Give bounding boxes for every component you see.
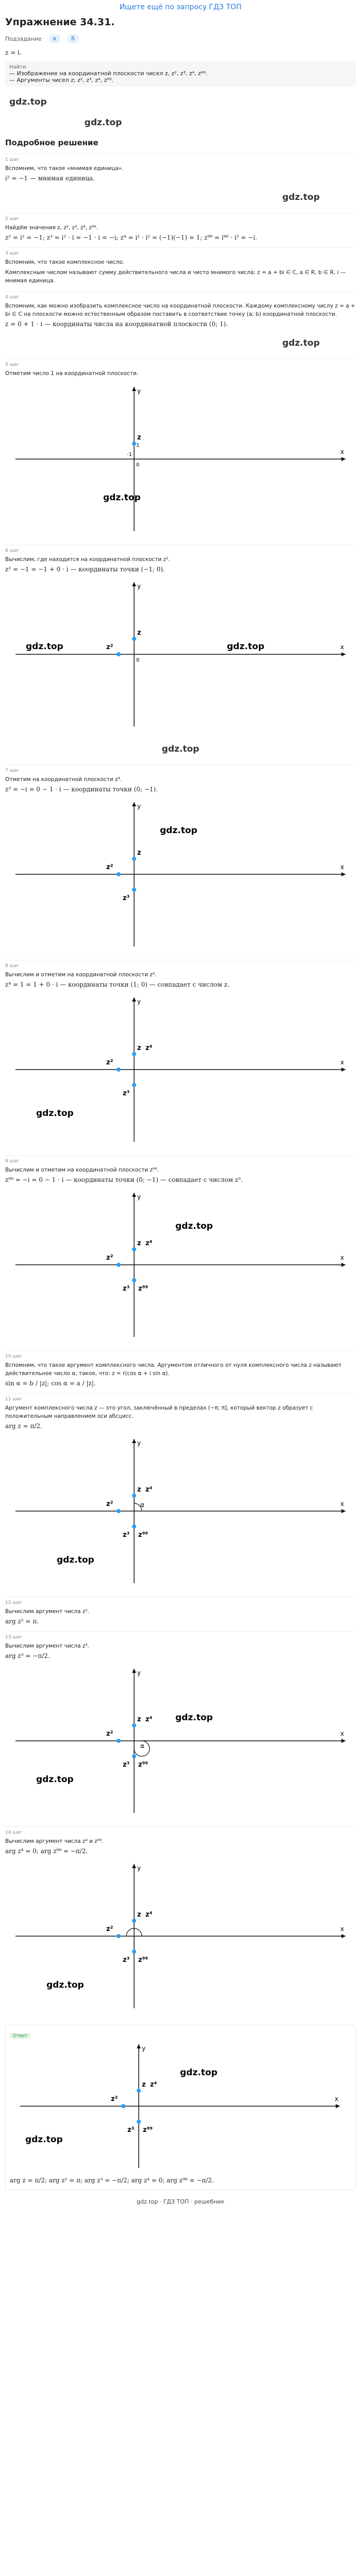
step-label: 10 шаг [5,1354,22,1359]
step-formula: arg z² = π. [5,1618,39,1625]
complex-plane-graph [5,797,356,954]
watermark: gdz.top [282,192,320,202]
point-z-label: z [137,1486,141,1494]
step-label: 6 шаг [5,548,20,553]
given-line: z = i. [5,49,22,56]
y-axis-arrow-icon [132,387,136,391]
point-z3-label: z³ [127,2126,135,2134]
y-label: y [137,387,141,395]
point-z [132,1247,136,1251]
point-z3-label: z³ [123,1090,130,1097]
step-text: Вспомним, что такое «мнимая единица». [5,165,124,172]
y-axis-arrow-icon [132,802,136,806]
step-label: 8 шаг [5,963,20,969]
answer-box [5,2025,356,2190]
answer-formula: arg z = π/2; arg z² = π; arg z³ = −π/2; arg z⁴ = 0; arg z⁹⁹ = −π/2. [10,2177,214,2184]
point-z2-label: z² [111,2095,118,2103]
point-z2 [117,872,121,876]
step-text: Вычислим и отметим на координатной плоскости z⁹⁹. [5,1167,159,1173]
subtask-selector [5,34,361,43]
point-z2-label: z² [106,643,113,651]
x-label: x [340,643,344,651]
step-formula: arg z⁴ = 0; arg z⁹⁹ = −π/2. [5,1848,88,1855]
step-formula: z⁴ = 1 = 1 + 0 · i — координаты точки (1; 0) — совпадает с числом z. [5,981,229,988]
x-label: x [340,1730,344,1737]
graph-svg [5,1859,356,2013]
step-9 [5,1155,356,1183]
x-label: x [340,863,344,871]
x-label: x [340,448,344,455]
step-8 [5,960,356,988]
task-box [5,61,356,87]
watermark: gdz.top [36,1108,74,1118]
complex-plane-graph [5,577,356,734]
watermark: gdz.top [175,1221,213,1231]
x-axis-arrow-icon [341,1739,346,1743]
y-axis-arrow-icon [132,1669,136,1673]
step-2 [5,213,356,241]
point-z-label: z [142,2081,146,2089]
top-search-link[interactable]: Ищете ещё по запросу ГДЗ ТОП [119,3,242,11]
point-z [132,1494,136,1498]
step-11 [5,1393,356,1430]
complex-plane-graph [5,1664,356,1820]
point-z3-label: z³ [123,1285,130,1293]
graph-svg [5,1434,356,1588]
point-z3-label: z³ [123,894,130,902]
step-6 [5,545,356,573]
point-z3 [132,888,136,892]
complex-plane-graph [5,382,356,538]
point-z3 [132,1524,136,1529]
y-label: y [137,583,141,590]
complex-plane-graph [5,1434,356,1590]
point-z2-label: z² [106,863,113,871]
step-text: Вычислим аргумент числа z³. [5,1643,89,1649]
step-13 [5,1631,356,1659]
step-5 [5,359,356,378]
complex-plane-graph [5,992,356,1149]
point-z2 [117,652,121,656]
point-z2 [121,2104,125,2108]
step-formula: sin α = b / |z|; cos α = a / |z|. [5,1380,96,1387]
point-z3-label: z³ [123,1761,130,1769]
step-formula: arg z = π/2. [5,1422,42,1430]
point-z [132,1919,136,1923]
x-axis-arrow-icon [341,457,346,461]
minus-one-label: -1 [127,452,132,457]
step-label: 12 шаг [5,1600,22,1605]
watermark: gdz.top [26,641,63,652]
step-formula: z² = i² = −1; z³ = i² · i = −1 · i = −i; z⁴ = i² · i² = (−1)(−1) = 1; z⁹⁹ = i⁹⁶ · i³ = −i. [5,234,257,241]
step-label: 1 шаг [5,157,20,162]
step-text: Вспомним, что такое аргумент комплексного числа. Аргументом отличного от нуля комплексного числа z называют действительное число α, такое, что: z = r(cos α + i sin α). [5,1362,342,1377]
watermark: gdz.top [36,1774,74,1785]
point-z3-label: z³ [123,1956,130,1964]
y-axis-arrow-icon [132,1439,136,1443]
x-axis-arrow-icon [341,1263,346,1267]
point-z3 [137,2120,141,2124]
step-label: 7 шаг [5,768,20,773]
point-z3-label: z³ [123,1531,130,1539]
point-z99-label: z⁹⁹ [138,1531,148,1539]
complex-plane-graph [5,1188,356,1344]
step-label: 14 шаг [5,1830,22,1835]
point-z4-label: z⁴ [150,2081,157,2089]
task-line-1: — Изображение на координатной плоскости чисел z, z², z³, z⁴, z⁹⁹. [9,70,208,77]
point-z4-label: z⁴ [145,1044,153,1052]
step-label: 13 шаг [5,1635,22,1640]
step-label: 3 шаг [5,251,20,256]
y-axis-arrow-icon [132,582,136,586]
step-formula: z³ = −i = 0 − 1 · i — координаты точки (0; −1). [5,786,158,793]
given [5,48,356,57]
graph-svg [5,1664,356,1818]
graph-svg [5,1188,356,1342]
watermark: gdz.top [103,493,141,503]
point-z-label: z [137,849,141,857]
point-z [132,637,136,641]
step-7 [5,765,356,793]
step-formula: i² = −1 — мнимая единица. [5,175,95,182]
point-z3 [132,1754,136,1758]
y-label: y [137,1193,141,1200]
point-z2 [117,1067,121,1072]
graph-svg [5,577,356,732]
answer-tag: Ответ [10,2033,30,2039]
one-label: 1 [136,443,140,448]
point-z [132,1052,136,1056]
point-z-label: z [137,1240,141,1247]
watermark: gdz.top [180,2067,218,2078]
y-axis-arrow-icon [132,1193,136,1197]
point-z-label: z [137,1716,141,1723]
point-z4-label: z⁴ [145,1240,153,1247]
point-z2-label: z² [106,1254,113,1262]
watermark: gdz.top [160,825,198,836]
point-z-label: z [137,434,141,442]
step-formula: Комплексным числом называют сумму действительного числа и чисто мнимого числа: z = a + bi ∈ C, a ∈ R, b ∈ R, i — мнимая единица. [5,269,346,284]
step-label: 2 шаг [5,216,20,222]
subtask-label: Подзадание [5,35,42,42]
point-z3 [132,1278,136,1282]
step-text: Вспомним, что такое комплексное число. [5,259,124,265]
point-z4-label: z⁴ [145,1486,153,1494]
step-text: Отметим на координатной плоскости z³. [5,776,122,783]
alpha-label: α [140,1501,144,1509]
point-z2-label: z² [106,1730,113,1738]
graph-svg [5,797,356,952]
y-label: y [137,1669,141,1676]
point-z-label: z [137,1044,141,1052]
step-text: Вспомним, как можно изобразить комплексное число на координатной плоскости. Каждому комплексному числу z = a + bi ∈ C на плоскости можно естественным образом поставить в соответствие точку (a; b) координатной плоскости. [5,303,356,317]
point-z-label: z [137,629,141,637]
point-z99-label: z⁹⁹ [138,1956,148,1964]
step-text: Вычислим аргумент числа z⁴ и z⁹⁹. [5,1838,104,1844]
y-axis-arrow-icon [137,2044,141,2048]
zero-label: 0 [136,462,140,468]
point-z2-label: z² [106,1059,113,1066]
step-label: 11 шаг [5,1397,22,1402]
step-formula: z² = −1 = −1 + 0 · i — координаты точки (−1; 0). [5,566,165,573]
x-label: x [340,1254,344,1261]
watermark: gdz.top [227,641,265,652]
step-14 [5,1826,356,1855]
watermark: gdz.top [161,744,200,754]
task-box-label: Найти [9,64,26,70]
x-axis-arrow-icon [341,1934,346,1938]
point-z [132,442,136,446]
point-z2-label: z² [106,1925,113,1933]
step-10 [5,1350,356,1387]
x-label: x [340,1059,344,1066]
page-title: Упражнение 34.31. [5,16,115,28]
subtask-next[interactable]: б [68,34,79,43]
watermark: gdz.top [9,97,47,107]
watermark: gdz.top [282,338,320,348]
step-formula: z = 0 + 1 · i — координаты числа на координатной плоскости (0; 1). [5,320,228,328]
x-label: x [335,2095,339,2103]
answer-graph-svg [10,2039,350,2173]
step-text: Вычислим аргумент числа z². [5,1608,89,1615]
step-3 [5,247,356,285]
step-label: 9 шаг [5,1159,20,1164]
watermark: gdz.top [57,1555,94,1565]
step-12 [5,1597,356,1625]
y-label: y [137,803,141,810]
footer: gdz.top · ГДЗ ТОП · решебник [136,2198,225,2205]
point-z-label: z [137,1911,141,1919]
y-label: y [137,1439,141,1447]
graph-svg [5,382,356,536]
point-z99-label: z⁹⁹ [143,2126,153,2134]
point-z2-label: z² [106,1500,113,1508]
point-z2 [117,1934,121,1938]
x-axis-arrow-icon [341,1509,346,1513]
graph-svg [5,992,356,1147]
y-label: y [137,998,141,1005]
x-label: x [340,1500,344,1507]
y-axis-arrow-icon [132,997,136,1002]
step-text: Найдём значения z, z², z³, z⁴, z⁹⁹. [5,225,98,231]
subtask-current[interactable]: а [49,34,60,43]
point-z4-label: z⁴ [145,1911,153,1919]
x-label: x [340,1925,344,1933]
step-formula: z⁹⁹ = −i = 0 − 1 · i — координаты точки (0; −1) — совпадает с числом z³. [5,1176,243,1183]
x-axis-arrow-icon [341,1067,346,1072]
watermark: gdz.top [84,117,122,128]
task-line-2: — Аргументы чисел z; z², z³, z⁴, z⁹⁹. [9,77,113,83]
watermark: gdz.top [46,1980,84,1990]
point-z99-label: z⁹⁹ [138,1285,148,1293]
step-text: Отметим число 1 на координатной плоскости. [5,370,139,377]
x-axis-arrow-icon [341,652,346,656]
step-label: 4 шаг [5,295,20,300]
step-text: Вычислим и отметим на координатной плоскости z⁴. [5,972,157,978]
point-z [132,857,136,861]
step-4 [5,291,356,328]
point-z2 [117,1509,121,1513]
point-z99-label: z⁹⁹ [138,1761,148,1769]
point-z3 [132,1950,136,1954]
point-z [132,1723,136,1727]
x-axis-arrow-icon [336,2104,340,2108]
point-z2 [117,1263,121,1267]
point-z4-label: z⁴ [145,1716,153,1723]
step-label: 5 шаг [5,362,20,367]
point-z [137,2089,141,2093]
y-axis-arrow-icon [132,1864,136,1868]
watermark: gdz.top [25,2134,63,2145]
watermark: gdz.top [175,1713,213,1723]
alpha-label: α [140,1742,144,1750]
y-label: y [142,2045,146,2052]
point-z2 [117,1739,121,1743]
zero-label: 0 [136,657,140,663]
point-z3 [132,1083,136,1087]
step-text: Аргумент комплексного числа z — это угол, заключённый в пределах (−π; π], который вектор z образует с положительным направлением оси абсцисс. [5,1405,313,1419]
step-1 [5,154,356,182]
step-formula: arg z³ = −π/2. [5,1652,50,1659]
solution-heading: Подробное решение [5,138,99,147]
y-label: y [137,1865,141,1872]
complex-plane-graph [5,1859,356,2015]
x-axis-arrow-icon [341,872,346,876]
step-text: Вычислим, где находится на координатной плоскости z². [5,556,170,563]
